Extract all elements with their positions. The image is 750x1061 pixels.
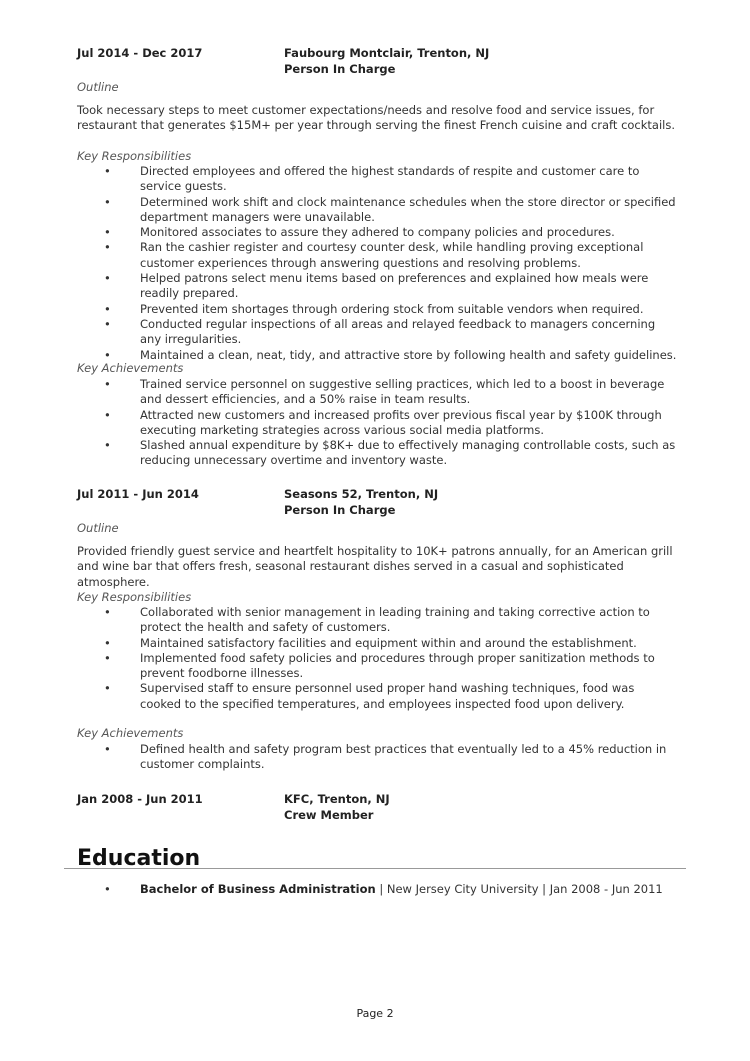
job-company: Seasons 52, Trenton, NJ <box>284 487 439 501</box>
job-title: Person In Charge <box>284 502 396 517</box>
job-company: KFC, Trenton, NJ <box>284 792 390 806</box>
education-list <box>77 882 677 897</box>
list-item: • Helped patrons select menu items based on preferences and explained how meals were readily prepared. <box>77 271 677 302</box>
achievements-list <box>77 742 677 773</box>
education-heading: Education <box>77 846 201 871</box>
responsibilities-list <box>77 605 677 712</box>
job-title: Person In Charge <box>284 61 396 76</box>
list-item: • Attracted new customers and increased profits over previous fiscal year by $100K through executing marketing strategies across various social media platforms. <box>77 408 677 439</box>
list-item: • Maintained a clean, neat, tidy, and attractive store by following health and safety guidelines. <box>77 348 677 363</box>
job-dates: Jul 2014 - Dec 2017 <box>77 46 203 60</box>
section-divider <box>64 868 686 869</box>
list-item: • Slashed annual expenditure by $8K+ due to effectively managing controllable costs, such as reducing unnecessary overtime and inventory waste. <box>77 438 677 469</box>
list-item: • Ran the cashier register and courtesy counter desk, while handling proving exceptional customer experiences through answering questions and resolving problems. <box>77 240 677 271</box>
responsibilities-label: Key Responsibilities <box>77 590 192 604</box>
achievements-label: Key Achievements <box>77 726 184 740</box>
list-item: • Maintained satisfactory facilities and equipment within and around the establishment. <box>77 636 677 651</box>
list-item: • Prevented item shortages through ordering stock from suitable vendors when required. <box>77 302 677 317</box>
job-title: Crew Member <box>284 807 374 822</box>
responsibilities-list <box>77 164 677 363</box>
list-item: • Collaborated with senior management in leading training and taking corrective action to protect the health and safety of customers. <box>77 605 677 636</box>
degree-details: | New Jersey City University | Jan 2008 - Jun 2011 <box>375 882 663 896</box>
job-outline: Provided friendly guest service and heartfelt hospitality to 10K+ patrons annually, for an American grill and wine bar that offers fresh, seasonal restaurant dishes served in a casual and sophisticated atmosphere. <box>77 544 673 589</box>
list-item: • Defined health and safety program best practices that eventually led to a 45% reduction in customer complaints. <box>77 742 677 773</box>
job-outline: Took necessary steps to meet customer expectations/needs and resolve food and service issues, for restaurant that generates $15M+ per year through serving the finest French cuisine and craft cocktails. <box>77 103 676 133</box>
responsibilities-label: Key Responsibilities <box>77 149 192 163</box>
list-item: • Monitored associates to assure they adhered to company policies and procedures. <box>77 225 677 240</box>
education-item <box>77 882 677 897</box>
page-number: Page 2 <box>356 1007 394 1020</box>
outline-label: Outline <box>77 521 119 535</box>
achievements-list <box>77 377 677 469</box>
achievements-label: Key Achievements <box>77 361 184 375</box>
degree-name: Bachelor of Business Administration <box>140 882 376 896</box>
job-company: Faubourg Montclair, Trenton, NJ <box>284 46 490 60</box>
list-item: • Conducted regular inspections of all areas and relayed feedback to managers concerning any irregularities. <box>77 317 677 348</box>
job-dates: Jul 2011 - Jun 2014 <box>77 487 199 501</box>
list-item: • Directed employees and offered the highest standards of respite and customer care to service guests. <box>77 164 677 195</box>
list-item: • Supervised staff to ensure personnel used proper hand washing techniques, food was cooked to the specified temperatures, and employees inspected food upon delivery. <box>77 681 677 712</box>
job-dates: Jan 2008 - Jun 2011 <box>77 792 203 806</box>
list-item: • Trained service personnel on suggestive selling practices, which led to a boost in beverage and dessert efficiencies, and a 50% raise in team results. <box>77 377 677 408</box>
outline-label: Outline <box>77 80 119 94</box>
list-item: • Determined work shift and clock maintenance schedules when the store director or specified department managers were unavailable. <box>77 195 677 226</box>
list-item: • Implemented food safety policies and procedures through proper sanitization methods to prevent foodborne illnesses. <box>77 651 677 682</box>
